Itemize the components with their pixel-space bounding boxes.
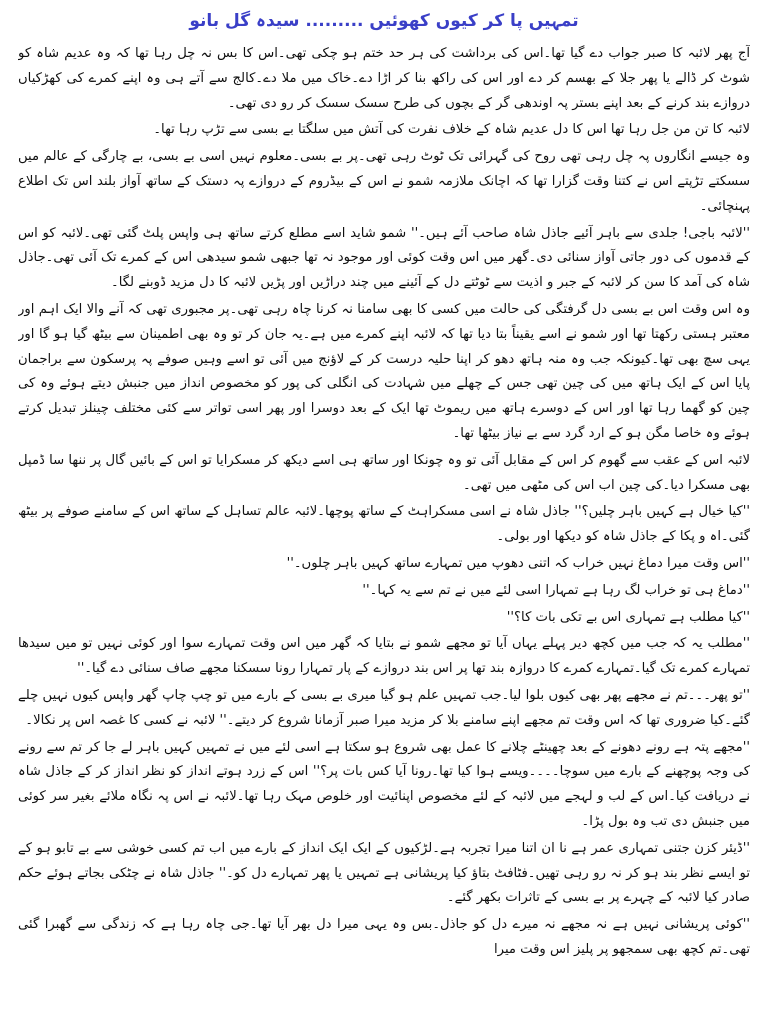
paragraph: ''ڈیئر کزن جتنی تمہاری عمر ہے نا ان اتنا میرا تجربہ ہے۔لڑکیوں کے ایک ایک انداز کے بارے میں اب تم کسی خوشی سے بے تابو ہو کے تو ایسے نظر بند ہو کر نہ رو رہی تھیں۔فٹافٹ بتاؤ کیا پریشانی ہے تمہیں یا پھر تمہارے دل کو۔'' جاذل شاہ نے چٹکی بجاتے ہوئے حکم صادر کیا لائبہ کے چہرے پر بے بسی کے تاثرات بکھر گئے۔ — [18, 840, 750, 906]
paragraph: وہ جیسے انگاروں پہ چل رہی تھی روح کی گہرائی تک ٹوٹ رہی تھی۔پر بے بسی۔معلوم نہیں اسی بے بسی، بے چارگی کے عالم میں سسکتے تڑپتے اس نے کتنا وقت گزارا تھا کہ اچانک ملازمہ شمو نے اس کے بیڈروم کے دروازے پہ دستک کے ساتھ آواز بلند اس تک اطلاع پہنچائی۔ — [18, 149, 750, 214]
paragraph: ''کیا خیال ہے کہیں باہر چلیں؟'' جاذل شاہ نے اسی مسکراہٹ کے ساتھ پوچھا۔لائبہ عالم تساہل کے ساتھ اس کے سامنے صوفے پر بیٹھ گئی۔اہ و پکا کے جاذل شاہ کو دیکھا اور بولی۔ — [18, 504, 750, 545]
paragraph: ''لائبہ باجی! جلدی سے باہر آئیے جاذل شاہ صاحب آئے ہیں۔'' شمو شاید اسے مطلع کرتے ساتھ ہی واپس پلٹ گئی تھی۔لائبہ کو اس کے قدموں کی دور جاتی آواز سنائی دی۔گھر میں اس وقت کوئی اور موجود نہ تھا جبھی شمو سیدھی اس کے کمرے تک آئی تھی۔جاذل شاہ کی آمد کا سن کر لائبہ کے جبر و اذیت سے ٹوٹتے دل کے آئینے میں چند دراڑیں اور پڑیں لائبہ کا دل مزید ڈوبنے لگا۔ — [18, 225, 750, 291]
story-body — [18, 42, 750, 963]
paragraph: ''مطلب یہ کہ جب میں کچھ دیر پہلے یہاں آیا تو مجھے شمو نے بتایا کہ گھر میں اس وقت تمہارے سوا اور کوئی نہیں تو میں سیدھا تمہارے کمرے تک گیا۔تمہارے کمرے کا دروازہ بند تھا پر اس بند دروازے کے پار تمہارا رونا سسکنا مجھے صاف سنائی دے گیا۔'' — [18, 636, 750, 677]
paragraph: ''کیا مطلب ہے تمہاری اس بے تکی بات کا؟'' — [506, 609, 750, 625]
paragraph: وہ اس وقت اس بے بسی دل گرفتگی کی حالت میں کسی کا بھی سامنا نہ کرنا چاہ رہی تھی۔پر مجبوری تھی کہ آنے والا ایک اہم اور معتبر ہستی رکھتا تھا اور شمو نے اسے یقیناً بتا دیا تھا کہ لائبہ اپنے کمرے میں ہے۔یہ جان کر تو وہ بھی اطمینان سے بیٹھ گیا ہو گا اور یہی سچ بھی تھا۔کیونکہ جب وہ منہ ہاتھ دھو کر اپنا حلیہ درست کر کے لاؤنج میں آئی تو اسے وہیں صوفے پہ پرسکون سے براجمان پایا اس کے ایک ہاتھ میں کی چین تھی جس کے چھلے میں شہادت کی انگلی کی پور کو مخصوص انداز میں جنبش دیتے ہوئے وہ کی چین کو گھما رہا تھا اور اس کے دوسرے ہاتھ میں ریموٹ تھا ایک کے بعد دوسرا اور پھر اسی تواتر سے کئی مختلف چینلز تبدیل کرتے ہوئے وہ خاصا مگن ہو کے ارد گرد سے بے نیاز بیٹھا تھا۔ — [18, 301, 750, 441]
paragraph: ''کوئی پریشانی نہیں ہے نہ مجھے نہ میرے دل کو جاذل۔بس وہ یہی میرا دل بھر آیا تھا۔جی چاہ رہا ہے کہ زندگی سے گھبرا گئی تھی۔تم کچھ بھی سمجھو پر پلیز اس وقت میرا — [18, 917, 750, 957]
paragraph: ''مجھے پتہ ہے رونے دھونے کے بعد چھینٹے چلانے کا عمل بھی شروع ہو سکتا ہے اسی لئے میں نے تمہیں کہیں باہر لے جا کر تم سے رونے کی وجہ پوچھنے کے بارے میں سوچا۔۔۔۔ویسے ہوا کیا تھا۔رونا آیا کس بات پر؟'' اس کے زرد ہوتے انداز کو نظر انداز کر کے جاذل شاہ نے دریافت کیا۔اس کے لب و لہجے میں لائبہ کے لئے مخصوص اپنائیت اور خلوص مہک رہا تھا۔لائبہ نے اس پہ نگاہ ملائے بغیر سر کوئی میں جنبش دی تب وہ بول پڑا۔ — [18, 739, 750, 829]
paragraph: ''اس وقت میرا دماغ نہیں خراب کہ اتنی دھوپ میں تمہارے ساتھ کہیں باہر چلوں۔'' — [286, 555, 750, 571]
document-page — [18, 0, 750, 1024]
story-title: تمہیں پا کر کیوں کھوئیں ......... سیدہ گل بانو — [189, 11, 579, 31]
paragraph: ''دماغ ہی تو خراب لگ رہا ہے تمہارا اسی لئے میں نے تم سے یہ کہا۔'' — [362, 582, 750, 598]
paragraph: لائبہ اس کے عقب سے گھوم کر اس کے مقابل آئی تو وہ چونکا اور ساتھ ہی اسے دیکھ کر مسکرایا تو اس کے بائیں گال پر ننھا سا ڈمپل بھی مسکرا دیا۔کی چین اب اس کی مٹھی میں تھی۔ — [18, 452, 750, 493]
paragraph: آج پھر لائبہ کا صبر جواب دے گیا تھا۔اس کی برداشت کی ہر حد ختم ہو چکی تھی۔اس کا بس نہ چل رہا تھا کہ وہ عدیم شاہ کو شوٹ کر ڈالے یا پھر جلا کے بھسم کر دے اور اس کی راکھ بنا کر اڑا دے۔خاک میں ملا دے۔کالج سے آتے ہی وہ اپنے کمرے کی کھڑکیاں دروازے بند کرنے کے بعد اپنے بستر پہ اوندھی گر کے بچوں کی طرح سسک سسک کر رو دی تھی۔ — [18, 46, 750, 111]
paragraph: ''تو پھر۔۔۔تم نے مجھے پھر بھی کیوں بلوا لیا۔جب تمہیں علم ہو گیا میری بے بسی کے بارے میں تو چپ چاپ گھر واپس کیوں نہیں چلے گئے۔کیا ضروری تھا کہ اس وقت تم مجھے اپنے سامنے بلا کر مزید میرا صبر آزمانا شروع کر دیتے۔'' لائبہ نے کسی کا غصہ اس پر نکالا۔ — [18, 687, 750, 728]
paragraph: لائبہ کا تن من جل رہا تھا اس کا دل عدیم شاہ کے خلاف نفرت کی آتش میں سلگتا بے بسی سے تڑپ رہا تھا۔ — [153, 122, 750, 138]
